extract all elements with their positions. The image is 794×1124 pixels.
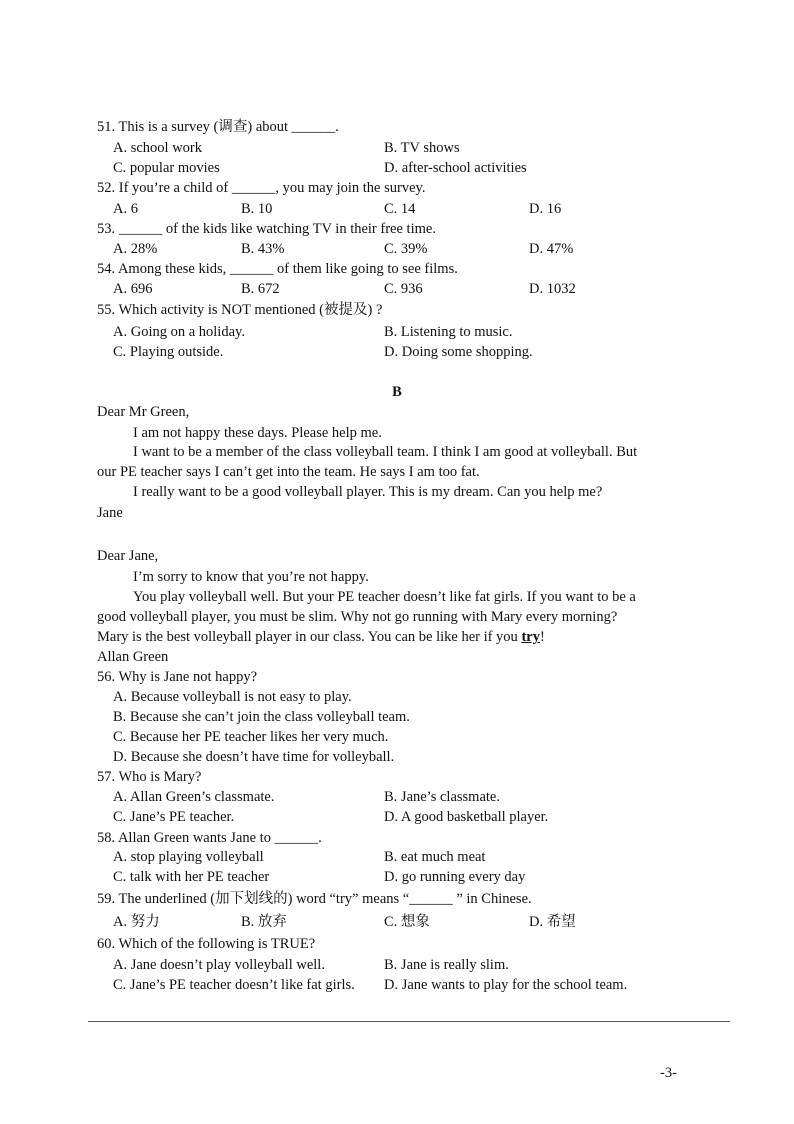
letter2-line-3-text: Mary is the best volleyball player in our class. You can be like her if you — [97, 629, 522, 645]
q59-option-d: D. 希望 — [529, 914, 576, 930]
q51-option-b: B. TV shows — [384, 140, 460, 156]
q54-option-b: B. 672 — [241, 281, 280, 297]
q55-option-d: D. Doing some shopping. — [384, 344, 533, 360]
letter2-signature: Allan Green — [97, 649, 169, 665]
q58-option-c: C. talk with her PE teacher — [113, 869, 270, 885]
q52-option-d: D. 16 — [529, 201, 562, 217]
q51-option-c: C. popular movies — [113, 160, 220, 176]
q52-option-b: B. 10 — [241, 201, 273, 217]
letter2-paragraph-2-line-3 — [97, 628, 545, 646]
q53-option-d: D. 47% — [529, 241, 574, 257]
question-51-stem: 51. This is a survey (调查) about ______. — [97, 119, 339, 135]
letter1-paragraph-1: I am not happy these days. Please help me. — [133, 425, 382, 441]
q56-option-c: C. Because her PE teacher likes her very much. — [113, 729, 389, 745]
q57-option-d: D. A good basketball player. — [384, 809, 549, 825]
q58-option-a: A. stop playing volleyball — [113, 849, 264, 865]
letter1-signature: Jane — [97, 505, 123, 521]
underlined-word-try: try — [521, 629, 540, 645]
q53-option-a: A. 28% — [113, 241, 158, 257]
letter1-paragraph-3: I really want to be a good volleyball player. This is my dream. Can you help me? — [133, 484, 603, 500]
q54-option-a: A. 696 — [113, 281, 153, 297]
q56-option-a: A. Because volleyball is not easy to play. — [113, 689, 352, 705]
letter2-line-3-end: ! — [539, 629, 545, 645]
q51-option-d: D. after-school activities — [384, 160, 527, 176]
letter1-paragraph-2-line-1: I want to be a member of the class volleyball team. I think I am good at volleyball. But — [133, 444, 638, 460]
question-53-stem: 53. ______ of the kids like watching TV in their free time. — [97, 221, 436, 237]
q59-option-b: B. 放弃 — [241, 914, 287, 930]
q56-option-b: B. Because she can’t join the class volleyball team. — [113, 709, 410, 725]
question-59-stem: 59. The underlined (加下划线的) word “try” means “______ ” in Chinese. — [97, 891, 532, 907]
q59-option-c: C. 想象 — [384, 914, 430, 930]
q55-option-a: A. Going on a holiday. — [113, 324, 245, 340]
q60-option-c: C. Jane’s PE teacher doesn’t like fat girls. — [113, 977, 355, 993]
letter2-greeting: Dear Jane, — [97, 548, 159, 564]
question-60-stem: 60. Which of the following is TRUE? — [97, 936, 316, 952]
q55-option-c: C. Playing outside. — [113, 344, 224, 360]
q54-option-d: D. 1032 — [529, 281, 576, 297]
q55-option-b: B. Listening to music. — [384, 324, 513, 340]
q60-option-b: B. Jane is really slim. — [384, 957, 509, 973]
q52-option-c: C. 14 — [384, 201, 416, 217]
q54-option-c: C. 936 — [384, 281, 423, 297]
letter2-paragraph-2-line-2: good volleyball player, you must be slim. Why not go running with Mary every morning? — [97, 609, 618, 625]
q52-option-a: A. 6 — [113, 201, 138, 217]
letter1-paragraph-2-line-2: our PE teacher says I can’t get into the team. He says I am too fat. — [97, 464, 480, 480]
question-55-stem: 55. Which activity is NOT mentioned (被提及) ? — [97, 302, 383, 318]
q57-option-c: C. Jane’s PE teacher. — [113, 809, 235, 825]
q60-option-d: D. Jane wants to play for the school team. — [384, 977, 628, 993]
q60-option-a: A. Jane doesn’t play volleyball well. — [113, 957, 325, 973]
q57-option-b: B. Jane’s classmate. — [384, 789, 500, 805]
q51-option-a: A. school work — [113, 140, 203, 156]
q59-option-a: A. 努力 — [113, 914, 160, 930]
question-52-stem: 52. If you’re a child of ______, you may join the survey. — [97, 180, 426, 196]
question-56-stem: 56. Why is Jane not happy? — [97, 669, 258, 685]
footer-divider — [88, 1021, 730, 1022]
letter1-greeting: Dear Mr Green, — [97, 404, 190, 420]
q53-option-c: C. 39% — [384, 241, 428, 257]
question-57-stem: 57. Who is Mary? — [97, 769, 202, 785]
letter2-paragraph-1: I’m sorry to know that you’re not happy. — [133, 569, 369, 585]
q58-option-d: D. go running every day — [384, 869, 526, 885]
q56-option-d: D. Because she doesn’t have time for volleyball. — [113, 749, 395, 765]
letter2-paragraph-2-line-1: You play volleyball well. But your PE teacher doesn’t like fat girls. If you want to be a — [133, 589, 636, 605]
q58-option-b: B. eat much meat — [384, 849, 486, 865]
page-number: -3- — [660, 1065, 677, 1081]
q53-option-b: B. 43% — [241, 241, 285, 257]
section-b-heading: B — [392, 384, 402, 400]
q57-option-a: A. Allan Green’s classmate. — [113, 789, 275, 805]
question-58-stem: 58. Allan Green wants Jane to ______. — [97, 830, 322, 846]
question-54-stem: 54. Among these kids, ______ of them like going to see films. — [97, 261, 458, 277]
